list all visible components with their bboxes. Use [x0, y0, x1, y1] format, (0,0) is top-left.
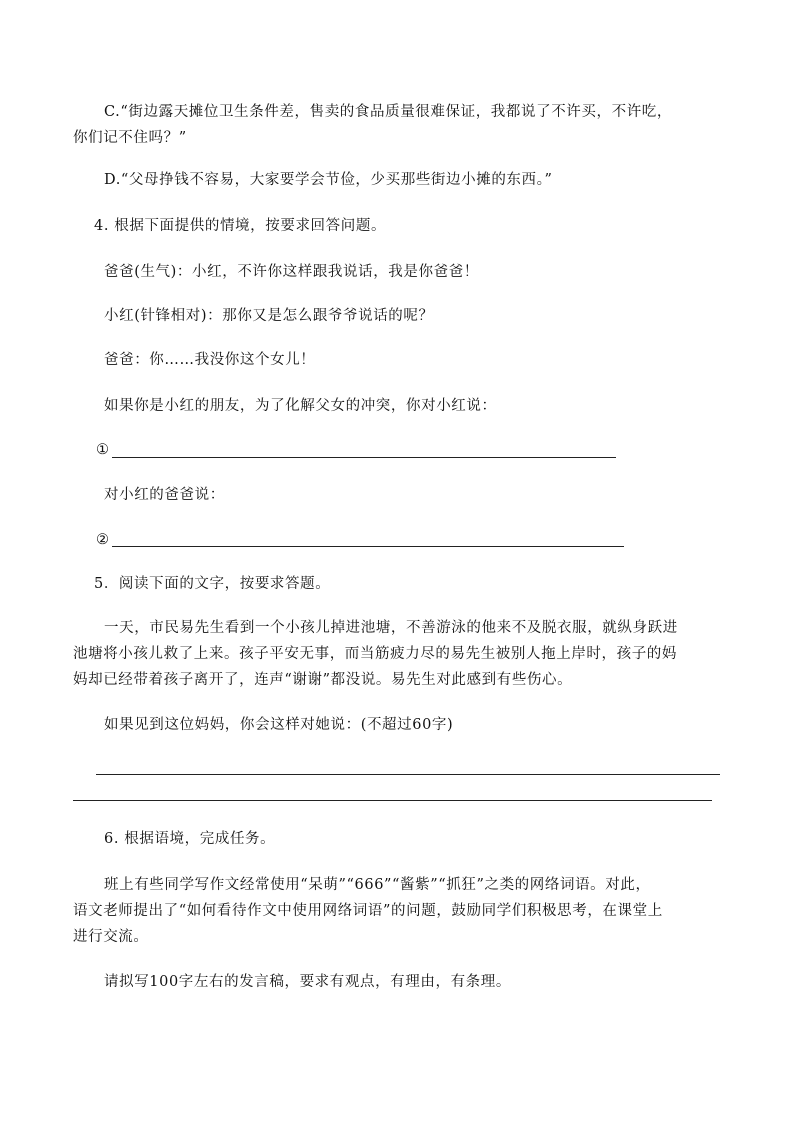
question-5-prompt: 如果见到这位妈妈，你会这样对她说：(不超过60字) — [104, 717, 454, 733]
question-4-title: 4. 根据下面提供的情境，按要求回答问题。 — [94, 218, 387, 234]
passage-line-3: 妈却已经带着孩子离开了，连声“谢谢”都没说。易先生对此感到有些伤心。 — [73, 672, 573, 688]
dialogue-line-1: 爸爸(生气)：小红，不许你这样跟我说话，我是你爸爸！ — [104, 264, 479, 280]
option-c-line-2: 你们记不住吗？” — [73, 130, 187, 146]
prompt-to-father: 对小红的爸爸说： — [104, 487, 225, 503]
question-6-title: 6. 根据语境，完成任务。 — [104, 831, 276, 847]
context-line-1: 班上有些同学写作文经常使用“呆萌”“666”“酱紫”“抓狂”之类的网络词语。对此， — [104, 877, 651, 893]
passage-line-1: 一天，市民易先生看到一个小孩儿掉进池塘，不善游泳的他来不及脱衣服，就纵身跃进 — [104, 620, 678, 636]
answer-line-2[interactable] — [112, 546, 624, 547]
prompt-to-xiaohong: 如果你是小红的朋友，为了化解父女的冲突，你对小红说： — [104, 398, 497, 414]
question-6-task: 请拟写100字左右的发言稿，要求有观点，有理由，有条理。 — [104, 974, 511, 990]
answer-line-3[interactable] — [96, 774, 720, 775]
question-5-title: 5．阅读下面的文字，按要求答题。 — [94, 576, 331, 592]
context-line-2: 语文老师提出了“如何看待作文中使用网络词语”的问题，鼓励同学们积极思考，在课堂上 — [73, 903, 663, 919]
passage-line-2: 池塘将小孩儿救了上来。孩子平安无事，而当筋疲力尽的易先生被别人拖上岸时，孩子的妈 — [73, 646, 677, 662]
blank-2-marker: ② — [96, 532, 110, 548]
dialogue-line-3: 爸爸：你……我没你这个女儿！ — [104, 352, 316, 368]
option-d: D.“父母挣钱不容易，大家要学会节俭，少买那些街边小摊的东西。” — [104, 172, 553, 188]
option-c-line-1: C.“街边露天摊位卫生条件差，售卖的食品质量很难保证，我都说了不许买，不许吃， — [104, 104, 672, 120]
context-line-3: 进行交流。 — [73, 929, 149, 945]
answer-line-1[interactable] — [112, 457, 616, 458]
dialogue-line-2: 小红(针锋相对)：那你又是怎么跟爷爷说话的呢？ — [104, 308, 434, 324]
answer-line-4[interactable] — [73, 800, 712, 801]
blank-1-marker: ① — [96, 442, 110, 458]
